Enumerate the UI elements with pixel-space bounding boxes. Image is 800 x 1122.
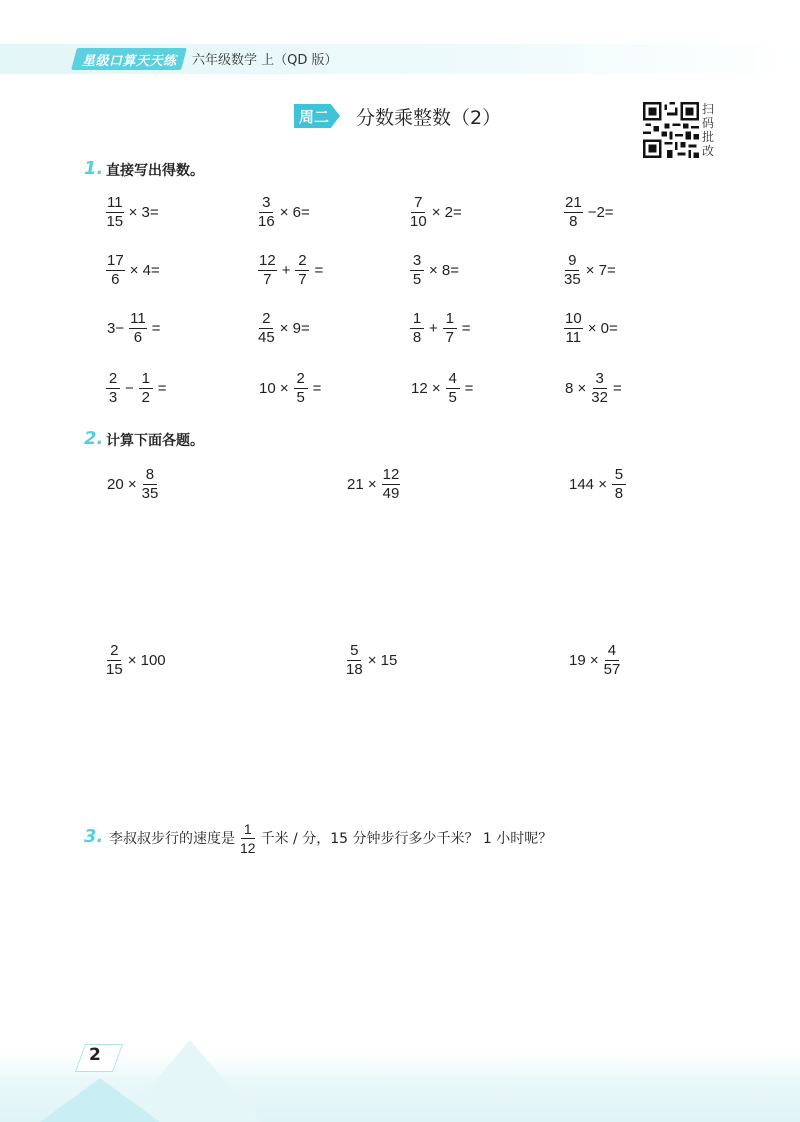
fraction bbox=[258, 253, 277, 288]
fraction-denominator: 10 bbox=[410, 212, 427, 230]
fraction-numerator: 1 bbox=[410, 311, 424, 329]
expression-text: × 2= bbox=[431, 203, 462, 221]
fraction-numerator: 2 bbox=[106, 371, 120, 389]
fraction-denominator: 8 bbox=[614, 484, 624, 502]
fraction-numerator: 4 bbox=[446, 371, 460, 389]
fraction-numerator: 12 bbox=[259, 251, 276, 269]
fraction bbox=[382, 467, 401, 502]
fraction bbox=[612, 467, 626, 502]
oral-problem bbox=[408, 368, 476, 408]
fraction-denominator: 5 bbox=[296, 388, 305, 406]
fraction-numerator: 1 bbox=[241, 821, 255, 839]
fraction bbox=[258, 311, 275, 346]
fraction-denominator: 11 bbox=[565, 328, 582, 346]
fraction-denominator: 7 bbox=[445, 328, 454, 346]
fraction bbox=[410, 195, 427, 230]
fraction bbox=[142, 467, 159, 502]
oral-problem bbox=[104, 368, 170, 408]
fraction-denominator: 8 bbox=[412, 328, 422, 346]
expression-text: 144 × bbox=[569, 475, 607, 493]
calc-problem bbox=[566, 464, 628, 504]
oral-problem bbox=[562, 250, 619, 290]
oral-problem bbox=[104, 308, 163, 348]
fraction-denominator: 3 bbox=[108, 388, 118, 406]
fraction-denominator: 8 bbox=[569, 212, 578, 230]
fraction bbox=[240, 821, 256, 856]
expression-text: = bbox=[151, 319, 161, 337]
brand-name: 星级口算天天练 bbox=[82, 54, 177, 69]
fraction-numerator: 11 bbox=[107, 193, 123, 211]
calc-problem bbox=[566, 640, 622, 680]
expression-text: − bbox=[125, 379, 134, 397]
fraction bbox=[604, 643, 621, 678]
oral-problem bbox=[408, 192, 465, 232]
oral-problem bbox=[256, 308, 313, 348]
fraction-numerator: 8 bbox=[143, 467, 157, 485]
fraction bbox=[410, 253, 424, 288]
qr-code-icon[interactable] bbox=[643, 102, 699, 158]
oral-problem bbox=[562, 192, 617, 232]
fraction-denominator: 32 bbox=[591, 388, 608, 406]
expression-text: = bbox=[312, 379, 322, 397]
fraction-numerator: 21 bbox=[565, 193, 582, 211]
fraction-numerator: 17 bbox=[107, 251, 124, 269]
expression-text: × 7= bbox=[585, 261, 616, 279]
fraction bbox=[446, 371, 460, 406]
expression-text: = bbox=[464, 379, 474, 397]
expression-text: × 4= bbox=[129, 261, 160, 279]
expression-text: × 6= bbox=[279, 203, 310, 221]
fraction-denominator: 2 bbox=[141, 388, 150, 406]
fraction bbox=[443, 311, 457, 346]
oral-problem bbox=[408, 250, 462, 290]
fraction-numerator: 9 bbox=[565, 253, 579, 271]
fraction-numerator: 1 bbox=[139, 371, 153, 389]
fraction bbox=[106, 195, 124, 230]
section-2-title: 计算下面各题。 bbox=[106, 433, 204, 449]
fraction-numerator: 1 bbox=[443, 311, 457, 329]
expression-text: = bbox=[157, 379, 167, 397]
fraction-denominator: 15 bbox=[106, 212, 124, 230]
fraction bbox=[591, 371, 608, 406]
fraction bbox=[106, 643, 123, 678]
expression-text: 21 × bbox=[347, 475, 377, 493]
fraction bbox=[295, 253, 309, 288]
fraction-numerator: 7 bbox=[411, 195, 425, 213]
oral-problem bbox=[104, 192, 162, 232]
expression-text: + bbox=[281, 261, 291, 279]
fraction bbox=[258, 195, 275, 230]
fraction-denominator: 5 bbox=[448, 388, 457, 406]
fraction bbox=[564, 195, 583, 230]
word-problem bbox=[106, 818, 555, 858]
fraction bbox=[294, 371, 308, 406]
oral-problem bbox=[256, 250, 326, 290]
oral-problem bbox=[256, 192, 313, 232]
fraction bbox=[346, 643, 363, 678]
fraction-denominator: 49 bbox=[382, 484, 400, 502]
fraction-denominator: 57 bbox=[603, 660, 621, 678]
fraction-numerator: 12 bbox=[382, 465, 400, 483]
expression-text: × 0= bbox=[587, 319, 618, 337]
section-1-title: 直接写出得数。 bbox=[106, 163, 204, 179]
fraction bbox=[139, 371, 153, 406]
expression-text: 8 × bbox=[565, 379, 587, 397]
fraction-denominator: 7 bbox=[263, 270, 272, 288]
fraction-numerator: 2 bbox=[294, 371, 308, 389]
expression-text: = bbox=[461, 319, 471, 337]
lesson-title: 分数乘整数（2） bbox=[356, 107, 502, 129]
expression-text: × 3= bbox=[128, 203, 159, 221]
calc-problem bbox=[104, 640, 169, 680]
expression-text: 12 × bbox=[411, 379, 441, 397]
expression-text: + bbox=[429, 319, 438, 337]
fraction-denominator: 35 bbox=[564, 270, 581, 288]
fraction bbox=[564, 253, 581, 288]
fraction-numerator: 2 bbox=[107, 643, 121, 661]
fraction-numerator: 2 bbox=[259, 311, 273, 329]
expression-text: 李叔叔步行的速度是 bbox=[109, 831, 235, 847]
expression-text: 19 × bbox=[569, 651, 599, 669]
fraction-numerator: 10 bbox=[565, 309, 582, 327]
oral-problem bbox=[104, 250, 163, 290]
oral-problem bbox=[256, 368, 324, 408]
page-number: 2 bbox=[89, 1045, 101, 1065]
expression-text: −2= bbox=[587, 203, 614, 221]
fraction-denominator: 35 bbox=[141, 484, 159, 502]
fraction bbox=[564, 311, 583, 346]
book-title: 六年级数学 上（QD 版） bbox=[192, 53, 338, 68]
fraction-numerator: 3 bbox=[593, 371, 607, 389]
expression-text: 3− bbox=[107, 319, 125, 337]
expression-text: = bbox=[314, 261, 324, 279]
section-2-number: 2. bbox=[84, 428, 104, 449]
expression-text: 千米 / 分，15 分钟步行多少千米？ 1 小时呢？ bbox=[260, 831, 553, 847]
oral-problem bbox=[562, 368, 625, 408]
fraction bbox=[106, 371, 120, 406]
fraction-numerator: 5 bbox=[612, 467, 626, 485]
footer-decoration bbox=[40, 1078, 160, 1122]
fraction-denominator: 5 bbox=[412, 270, 422, 288]
fraction-denominator: 6 bbox=[111, 270, 120, 288]
fraction bbox=[410, 311, 424, 346]
fraction-denominator: 7 bbox=[298, 270, 307, 288]
expression-text: × 9= bbox=[279, 319, 310, 337]
calc-problem bbox=[344, 640, 400, 680]
calc-problem bbox=[344, 464, 402, 504]
expression-text: 10 × bbox=[259, 379, 289, 397]
fraction-denominator: 6 bbox=[133, 328, 143, 346]
oral-problem bbox=[408, 308, 474, 348]
fraction bbox=[129, 311, 147, 346]
section-1-number: 1. bbox=[84, 158, 104, 179]
oral-problem bbox=[562, 308, 621, 348]
fraction-denominator: 15 bbox=[106, 660, 123, 678]
fraction-numerator: 3 bbox=[259, 195, 273, 213]
fraction-numerator: 3 bbox=[410, 253, 424, 271]
fraction-numerator: 11 bbox=[130, 309, 146, 327]
fraction-numerator: 5 bbox=[347, 643, 361, 661]
section-3-number: 3. bbox=[84, 826, 104, 847]
fraction-numerator: 2 bbox=[295, 253, 309, 271]
fraction-denominator: 18 bbox=[346, 660, 363, 678]
expression-text: × 8= bbox=[429, 261, 460, 279]
fraction-denominator: 45 bbox=[258, 328, 275, 346]
expression-text: × 100 bbox=[127, 651, 166, 669]
expression-text: × 15 bbox=[367, 651, 398, 669]
expression-text: 20 × bbox=[107, 475, 137, 493]
qr-label: 扫 码 批 改 bbox=[702, 102, 715, 158]
fraction-denominator: 16 bbox=[258, 212, 275, 230]
expression-text: = bbox=[612, 379, 622, 397]
day-label: 周二 bbox=[299, 108, 330, 126]
fraction-numerator: 4 bbox=[605, 643, 619, 661]
fraction-denominator: 12 bbox=[240, 839, 256, 856]
fraction bbox=[106, 253, 125, 288]
calc-problem bbox=[104, 464, 160, 504]
